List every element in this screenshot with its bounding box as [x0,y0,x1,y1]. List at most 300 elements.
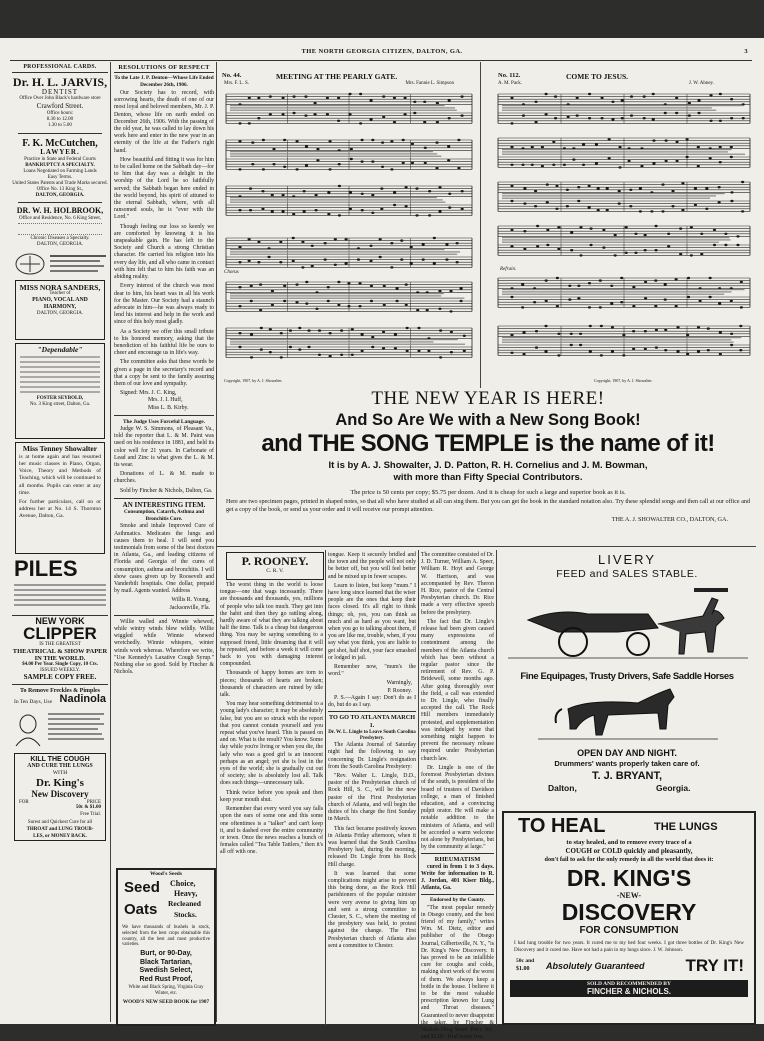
masthead [0,48,764,60]
music-note [423,101,426,103]
music-note [305,281,308,283]
heal-line1b: THE LUNGS [654,821,718,833]
seed-variety: Burt, or 90-Day, [140,950,192,958]
music-note [523,202,526,204]
rooney-paragraph: Remember now, "mum's the word." [328,664,416,678]
music-note [327,213,330,215]
music-note [588,282,591,284]
music-note [718,186,721,188]
music-note [340,354,343,356]
music-note [292,260,295,262]
music-note [307,329,310,331]
dependable-signature: FOSTER SEYBOLD, [36,395,84,401]
music-note [614,254,617,256]
music-note [439,329,442,331]
music-note [457,167,460,169]
music-note [510,200,513,202]
music-note [428,214,431,216]
music-note [618,166,621,168]
music-note [379,256,382,258]
holbrook-line2: Chronic Diseases a Specialty. [30,235,90,241]
music-note [589,325,592,327]
music-note [681,209,684,211]
music-note [351,354,354,356]
music-note [688,114,691,116]
music-note [566,189,569,191]
music-note [654,225,657,227]
music-note [262,168,265,170]
music-note [390,140,393,142]
hymn-author-left: A. M. Pack. [498,81,523,86]
portrait-icon [12,710,108,748]
music-note [709,277,712,279]
music-note [675,160,678,162]
music-note [740,281,743,283]
music-note [410,246,413,248]
music-staff [226,237,472,269]
music-note [600,354,603,356]
clipper-line7: ISSUED WEEKLY. [40,668,80,674]
music-note [627,160,630,162]
music-note [610,285,613,287]
music-note [634,233,637,235]
music-note [510,352,513,354]
rooney-name: P. ROONEY. [241,554,309,568]
signer: Mrs. J. I. Huff, [148,397,183,404]
new-year-line5: with more than Fifty Special Contributors. [393,472,583,483]
heal-price2: $1.00 [516,966,530,972]
music-note [433,237,436,239]
resolutions-paragraph: How beautiful and fitting it was for him to be called home on the Sabbath day—for to him that day was a delight in the worship of the Lord he so faithfully served; the Sabbath began here ended in the world beyond, his spirit of attuned to the eternal Sabbath, where, with all ransomed souls, he is "ever with the Lord." [114,156,214,221]
seed-line3: Oats [124,901,158,918]
music-note [436,121,439,123]
music-note [295,140,298,142]
music-note [413,112,416,114]
kill-cough-price3: Free Trial. [80,812,101,818]
mccutchen-line3: Loans Negotiated on Farming Lands [23,168,97,174]
music-note [283,300,286,302]
music-note [248,122,251,124]
music-note [426,309,429,311]
hymn-number: No. 44. [222,72,242,79]
heal-guarantee: Absolutely Guaranteed [546,961,645,971]
music-note [699,300,702,302]
music-note [260,327,263,329]
music-note [238,332,241,334]
music-note [329,355,332,357]
music-note [334,264,337,266]
livery-line5: Drummers' wants properly taken care of. [554,759,700,768]
music-note [311,265,314,267]
heal-sold: SOLD AND RECOMMENDED BY [587,981,671,987]
music-note [675,278,678,280]
seed-variety: Black Tartarian, [139,958,192,966]
music-note [281,97,284,99]
mccutchen-name: F. K. McCutchen, [22,138,98,150]
music-staff [498,138,750,169]
music-note [661,183,664,185]
new-year-line4: It is by A. J. Showalter, J. D. Patton, R. H. Cornelius and J. M. Bowman, [328,460,648,471]
ad-to-heal [502,811,756,1025]
atlanta-paragraph: It was learned that some complications might arise to prevent this being done, as the Rock Hill parishioners of the popular minister were very averse to giving him up and sent a strong committee to Chester, S. C., where the meeting of the presbytery was held, to protest against the change. The First Presbyterian church of Atlanta also sent a committee to Chester. [328,870,416,949]
music-note [271,194,274,196]
holbrook-name: DR. W. H. HOLBROOK, [16,205,104,215]
music-note [576,114,579,116]
music-note [694,187,697,189]
music-note [602,229,605,231]
music-note [667,245,670,247]
endorsed-text: "The most popular remedy in Otsego county, and the best friend of my family," writes Wm. M. Dietz, editor and publisher of the Otsego Journal, Gilbertsville, N. Y., "is Dr. King's New Discovery. It has proved to be an infallible cure for coughs and colds, making short work of the worst of them. We always keep a bottle in the house. I believe it to be the most valuable prescription known for Lung and Throat diseases." Guaranteed to never disappoint the taker, by Fincher & Nichols Drug Store. Price 50c. and $1.00. Trial bottle free. [421,904,494,1041]
showalter-text2: For further particulars, call on or address her at No. 14 S. Thornton Avenue, Dalton, Ga. [19,499,101,520]
music-note [329,332,332,334]
music-staff [226,185,472,217]
music-note [257,117,260,119]
music-note [697,350,700,352]
column-rule [418,550,419,1025]
music-note [257,261,260,263]
music-note [238,122,241,124]
music-note [577,186,580,188]
music-note [411,143,414,145]
music-note [272,163,275,165]
music-note [671,190,674,192]
music-note [295,283,298,285]
music-note [510,185,513,187]
music-note [697,326,700,328]
carriage-icon [498,580,756,666]
music-note [422,243,425,245]
lodge-emblem [12,251,108,277]
music-note [424,147,427,149]
music-note [679,253,682,255]
interesting-sub: Consumption, Catarrh, Asthma and Bronchitis Cure. [124,508,204,523]
kill-cough-brand: Dr. King's [36,777,84,790]
ad-clipper [12,615,108,682]
music-note [402,139,405,141]
music-note [709,296,712,298]
music-note [579,333,582,335]
music-note [337,97,340,99]
music-note [521,283,524,285]
music-note [718,302,721,304]
music-note [371,160,374,162]
music-note [369,99,372,101]
jarvis-hours-pm: 1.30 to 5.00 [48,123,72,129]
music-note [449,310,452,312]
rheumatism-heading: RHEUMATISM [434,856,481,864]
music-note [269,113,272,115]
music-note [545,93,548,95]
resolutions-paragraph: As a Society we offer this small tribute to his honored memory, asking that the benediction of his faithful life be ours to cheer and encourage us in life's way. [114,328,214,357]
hymn-meeting-pearly-gate [220,64,476,390]
music-note [707,327,710,329]
music-note [531,164,534,166]
music-note [427,350,430,352]
mccutchen-line7: DALTON, GEORGIA. [35,192,85,198]
music-note [261,208,264,210]
heal-line3: COUGH or COLD quickly and pleasantly, [565,847,693,855]
music-note [555,208,558,210]
clipper-line5: IN THE WORLD. [34,655,86,663]
music-note [629,205,632,207]
music-note [690,226,693,228]
music-note [566,205,569,207]
music-note [436,102,439,104]
professional-cards-column [12,64,108,1024]
resolutions-paragraph: The committee asks that these words be given a page in the secretary's record and that a copy be sent to the family assuring them of our love and sympathy. [114,359,214,387]
music-note [555,185,558,187]
music-note [521,164,524,166]
music-note [589,350,592,352]
hymn-title: MEETING AT THE PEARLY GATE. [276,72,398,81]
music-note [582,164,585,166]
music-note [402,162,405,164]
music-note [424,162,427,164]
music-note [686,334,689,336]
music-note [719,120,722,122]
music-note [281,194,284,196]
committee-column [421,552,494,1041]
music-note [621,99,624,101]
hymn-refrain-label: Refrain. [500,267,517,272]
mccutchen-line1: Practice in State and Federal Courts [24,156,96,162]
music-note [534,101,537,103]
column-rule [216,62,217,1022]
music-note [445,258,448,260]
heal-seller: FINCHER & NICHOLS. [587,987,671,996]
music-note [655,346,658,348]
rooney-warningly: Warningly, [386,680,412,687]
music-note [707,349,710,351]
interesting-sig1: Willis R. Young, [171,597,210,604]
jarvis-line1: Office Over John Black's hardware store [19,96,101,102]
music-note [438,186,441,188]
music-note [629,189,632,191]
music-note [259,309,262,311]
music-note [382,331,385,333]
kill-cough-line1: KILL THE COUGH [30,755,90,763]
committee-paragraph: Dr. Lingle is one of the foremost Presbyterian divines of the south, is president of the board of trustees of Davidson college, a man of finished education, and a convincing pulpit orator. He will make a notable addition to the ministers of Atlanta, and will be accorded a warm welcome not alone by Presbyterians, but by the community at large." [421,764,494,851]
clipper-line8: SAMPLE COPY FREE. [23,673,97,682]
music-note [238,246,241,248]
music-note [611,326,614,328]
music-note [687,296,690,298]
music-note [577,297,580,299]
top-rule [10,60,752,61]
music-note [393,97,396,99]
music-note [522,331,525,333]
music-note [326,113,329,115]
music-note [697,146,700,148]
clipper-line6: $4.00 Per Year. Single Copy, 10 Cts. [22,662,98,668]
music-note [348,113,351,115]
judge-text: Judge W. S. Simmons, of Pleasant Va., told the reporter that L. & M. Paint was used on his residence in 1881, and held its color well for 21 years. In Carbonate of Lead and Zinc is what gives the L. & M. its wear. [114,425,214,468]
music-note [621,117,624,119]
clipper-line4: THEATRICAL & SHOW PAPER [12,647,108,655]
music-note [597,209,600,211]
jarvis-line2: Crawford Street. [36,102,84,111]
dependable-heading: "Dependable" [37,344,83,354]
music-note [447,145,450,147]
music-note [347,305,350,307]
resolutions-paragraph: Our Society has to record, with sorrowing hearts, the death of one of our most loyal and beloved members, Mr. J. P. Denton, whose life on earth ended on December 26th, 1906. With the passing of the old year, he was called to lay down his work here and enter in the new year in an eternity of the life at the Father's right hand. [114,90,214,154]
jarvis-name: Dr. H. L. JARVIS, [12,75,108,90]
music-note [595,162,598,164]
music-note [639,210,642,212]
kill-cough-price1: PRICE [86,800,101,806]
music-note [588,185,591,187]
music-note [371,346,374,348]
music-note [324,258,327,260]
music-note [358,305,361,307]
music-note [644,348,647,350]
music-note [456,261,459,263]
music-note [579,226,582,228]
piles-heading: PILES [14,555,78,581]
music-note [554,95,557,97]
kill-cough-for: FOR [19,800,29,806]
hymn-author-right: Mrs. Fannie L. Simpson [405,81,454,86]
music-note [463,350,466,352]
seed-line1b: Choice, [170,879,196,888]
music-note [459,287,462,289]
music-note [280,332,283,334]
kill-cough-price2: 50c & $1.00 [75,805,101,811]
music-note [361,333,364,335]
music-note [570,344,573,346]
music-note [600,325,603,327]
music-note [676,326,679,328]
music-note [655,329,658,331]
music-note [359,93,362,95]
music-note [369,118,372,120]
ad-piles [12,557,108,613]
music-note [405,304,408,306]
music-note [709,94,712,96]
music-note [694,204,697,206]
music-note [690,254,693,256]
music-note [630,95,633,97]
music-note [595,143,598,145]
resolutions-column [114,64,214,864]
music-note [554,117,557,119]
music-note [730,200,733,202]
music-note [546,244,549,246]
music-note [606,187,609,189]
music-note [654,279,657,281]
resolutions-heading: RESOLUTIONS OF RESPECT [114,64,214,73]
music-note [719,146,722,148]
music-note [307,346,310,348]
music-note [340,329,343,331]
music-note [380,187,383,189]
music-note [618,202,621,204]
music-note [448,206,451,208]
music-note [328,140,331,142]
music-note [326,97,329,99]
music-note [664,112,667,114]
nadinola-line1: To Remove Freckles & Pimples [20,688,100,695]
music-note [667,233,670,235]
music-note [588,93,591,95]
music-note [681,182,684,184]
showalter-text: is at home again and has resumed her music classes in Piano, Organ, Voice, Theory and Methods of Teaching, which will be continued to all months. Pupils can enter at any time. [19,453,101,496]
hymn-come-to-jesus [484,64,754,390]
music-note [351,328,354,330]
ad-seed-oats [116,868,216,1026]
music-note [563,164,566,166]
showalter-name: Miss Tenney Showalter [22,443,98,453]
music-note [664,283,667,285]
music-note [450,351,453,353]
music-note [369,260,372,262]
music-note [675,112,678,114]
music-note [292,213,295,215]
music-note [449,290,452,292]
music-note [238,209,241,211]
mccutchen-line6: Office No. 13 King St., [36,186,84,192]
kill-cough-line2: AND CURE THE LUNGS [27,763,93,770]
music-note [315,209,318,211]
card-jarvis [12,76,108,129]
music-note [546,201,549,203]
music-staff [498,181,750,213]
seed-body: We have thousands of bushels in stock, selected from the best crops obtainable this country, all the best and most productive varieties. [122,925,210,948]
ad-song-temple [218,386,758,546]
music-note [650,210,653,212]
music-note [361,209,364,211]
music-note [292,112,295,114]
ad-nadinola [12,688,108,750]
judge-text2: Donations of L. & M. made to churches. [114,471,214,485]
music-note [705,208,708,210]
music-note [644,281,647,283]
music-note [531,146,534,148]
kill-cough-line3: WITH [52,770,68,777]
music-note [741,210,744,212]
music-note [568,285,571,287]
music-note [303,190,306,192]
new-year-signature: THE A. J. SHOWALTER CO., DALTON, GA. [611,516,728,523]
holbrook-line1: Office and Residence, No. 6 King Street, [19,215,101,221]
music-note [679,227,682,229]
music-note [730,156,733,158]
hymn-refrain-label: Chorus [224,270,239,275]
resolutions-paragraph: Every interest of the church was most dear to him, his heart was in all his work for the Master. Our Society had a staunch advocate in him—he was always ready to lend his interest and help in the work and since of this holy most gladly. [114,283,214,326]
music-note [546,183,549,185]
clipper-line1: NEW YORK [35,615,85,626]
holbrook-line3: DALTON, GEORGIA. [36,241,84,247]
rooney-column-1 [220,582,323,1022]
music-note [686,156,689,158]
music-note [622,354,625,356]
sheet-music [484,88,754,388]
dependable-address: No. 3 King street, Dalton, Ga. [29,401,91,407]
music-note [556,277,559,279]
music-note [371,212,374,214]
nadinola-line2: In Ten Days, Use [14,698,53,705]
music-note [599,306,602,308]
music-note [570,249,573,251]
music-note [664,298,667,300]
music-note [541,146,544,148]
music-note [338,163,341,165]
music-note [313,102,316,104]
music-note [510,245,513,247]
music-note [324,242,327,244]
music-note [279,241,282,243]
hymn-copyright: Copyright, 1907, by A. J. Showalter. [224,378,283,383]
